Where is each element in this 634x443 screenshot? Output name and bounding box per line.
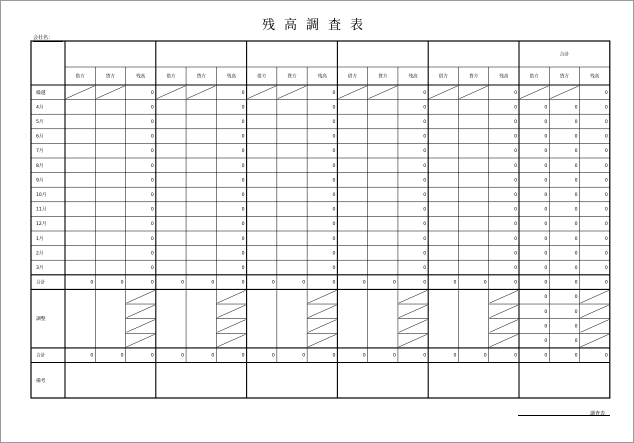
adjustment-slash — [217, 334, 245, 347]
balance-value: 0 — [514, 134, 517, 140]
sum-value: 0 — [241, 280, 245, 286]
total-debit-value: 0 — [544, 134, 548, 140]
adjustment-debit-value: 0 — [544, 339, 548, 345]
row-label-month: 8月 — [36, 163, 44, 169]
balance-value: 0 — [332, 236, 336, 242]
row-label-month: 10月 — [36, 193, 47, 198]
sum-value: 0 — [453, 353, 457, 359]
adjustment-slash — [308, 290, 336, 303]
row-label-month: 11月 — [36, 207, 47, 213]
balance-value: 0 — [150, 163, 154, 169]
subcolumn-header: 借方 — [257, 74, 267, 80]
sum-value: 0 — [362, 280, 366, 286]
balance-value: 0 — [332, 163, 336, 169]
total-debit-value: 0 — [544, 251, 548, 257]
adjustment-debit-value: 0 — [544, 309, 548, 315]
row-label-month: 7月 — [36, 149, 44, 155]
total-debit-value: 0 — [544, 236, 548, 242]
balance-value: 0 — [604, 193, 608, 198]
balance-value: 0 — [241, 149, 245, 155]
balance-value: 0 — [241, 178, 245, 184]
sum-value: 0 — [241, 353, 245, 359]
adjustment-debit-value: 0 — [544, 324, 548, 330]
balance-value: 0 — [604, 105, 608, 111]
sum-value: 0 — [604, 353, 608, 359]
balance-value: 0 — [514, 266, 517, 271]
sum-value: 0 — [90, 353, 94, 359]
total-credit-value: 0 — [574, 207, 578, 213]
table-border — [31, 41, 610, 398]
adjustment-slash — [490, 334, 518, 347]
balance-value: 0 — [423, 134, 427, 140]
balance-value: 0 — [150, 149, 154, 155]
carryover-slash — [66, 86, 94, 99]
carryover-slash — [157, 86, 185, 99]
adjustment-slash — [581, 334, 609, 347]
subcolumn-header: 貸方 — [378, 74, 388, 80]
balance-value: 0 — [241, 222, 245, 228]
carryover-slash — [369, 86, 397, 99]
balance-value: 0 — [514, 178, 517, 184]
adjustment-slash — [308, 320, 336, 333]
balance-value: 0 — [241, 120, 245, 125]
adjustment-slash — [127, 334, 155, 347]
carryover-slash — [429, 86, 457, 99]
balance-value: 0 — [150, 105, 154, 111]
subcolumn-header: 貸方 — [105, 74, 116, 80]
balance-value: 0 — [241, 163, 245, 169]
adjustment-slash — [581, 320, 609, 333]
balance-value: 0 — [604, 120, 608, 125]
total-credit-value: 0 — [574, 163, 578, 169]
total-debit-value: 0 — [544, 207, 548, 213]
row-label-month: 5月 — [36, 120, 44, 125]
row-label-month: 12月 — [36, 222, 47, 228]
balance-value: 0 — [423, 90, 427, 96]
balance-value: 0 — [604, 236, 608, 242]
subcolumn-header: 残高 — [317, 74, 327, 80]
subcolumn-header: 貸方 — [287, 74, 297, 80]
balance-value: 0 — [423, 193, 427, 198]
total-debit-value: 0 — [544, 266, 548, 271]
subcolumn-header: 残高 — [590, 74, 600, 80]
balance-value: 0 — [150, 236, 154, 242]
balance-value: 0 — [514, 90, 517, 96]
carryover-slash — [459, 86, 487, 99]
total-credit-value: 0 — [574, 149, 578, 155]
sum-value: 0 — [271, 353, 275, 359]
subcolumn-header: 借方 — [166, 74, 176, 80]
balance-value: 0 — [150, 207, 154, 213]
row-label-month: 2月 — [36, 251, 44, 257]
total-debit-value: 0 — [544, 178, 548, 184]
sum-value: 0 — [392, 280, 396, 286]
row-label-remarks: 備考 — [36, 379, 46, 384]
balance-value: 0 — [423, 163, 427, 169]
sum-value: 0 — [514, 280, 517, 286]
balance-value: 0 — [332, 251, 336, 257]
balance-value: 0 — [241, 207, 245, 213]
total-debit-value: 0 — [544, 193, 548, 198]
total-credit-value: 0 — [574, 178, 578, 184]
balance-value: 0 — [332, 90, 336, 96]
subcolumn-header: 借方 — [347, 74, 358, 80]
total-debit-value: 0 — [544, 222, 548, 228]
adjustment-credit-value: 0 — [574, 324, 578, 330]
balance-value: 0 — [604, 134, 608, 140]
column-group-label: 合計 — [559, 52, 570, 58]
adjustment-slash — [399, 334, 427, 347]
company-name-label: 会社名： — [33, 35, 54, 41]
balance-value: 0 — [514, 236, 517, 242]
balance-value: 0 — [604, 163, 608, 169]
balance-value: 0 — [332, 134, 336, 140]
subcolumn-header: 残高 — [499, 74, 509, 80]
balance-value: 0 — [604, 222, 608, 228]
total-credit-value: 0 — [574, 134, 578, 140]
balance-value: 0 — [150, 120, 154, 125]
balance-value: 0 — [514, 163, 517, 169]
balance-value: 0 — [514, 105, 517, 111]
adjustment-slash — [217, 290, 245, 303]
balance-value: 0 — [332, 222, 336, 228]
balance-value: 0 — [514, 149, 517, 155]
total-credit-value: 0 — [574, 251, 578, 257]
balance-value: 0 — [241, 105, 245, 111]
sum-value: 0 — [423, 353, 427, 359]
sum-value: 0 — [211, 280, 215, 286]
total-credit-value: 0 — [574, 193, 578, 198]
row-label-subtotal: 合計 — [36, 280, 46, 286]
balance-value: 0 — [241, 251, 245, 257]
sum-value: 0 — [271, 280, 275, 286]
subcolumn-header: 貸方 — [196, 74, 206, 80]
balance-value: 0 — [423, 207, 427, 213]
balance-value: 0 — [604, 207, 608, 213]
sum-value: 0 — [150, 280, 154, 286]
sum-value: 0 — [392, 353, 396, 359]
subcolumn-header: 残高 — [136, 74, 146, 80]
balance-value: 0 — [604, 251, 608, 257]
sum-value: 0 — [211, 353, 215, 359]
total-credit-value: 0 — [574, 236, 578, 242]
balance-value: 0 — [423, 149, 427, 155]
sum-value: 0 — [150, 353, 154, 359]
balance-value: 0 — [150, 134, 154, 140]
balance-value: 0 — [241, 90, 245, 96]
sum-value: 0 — [120, 353, 124, 359]
carryover-slash — [96, 86, 124, 99]
adjustment-slash — [490, 305, 518, 318]
adjustment-slash — [581, 290, 609, 303]
row-label-month: 4月 — [36, 105, 44, 111]
sum-value: 0 — [423, 280, 427, 286]
carryover-slash — [550, 86, 578, 99]
row-label-total: 合計 — [36, 353, 46, 359]
balance-value: 0 — [604, 149, 608, 155]
sum-value: 0 — [574, 353, 578, 359]
adjustment-slash — [399, 305, 427, 318]
total-credit-value: 0 — [574, 105, 578, 111]
subcolumn-header: 借方 — [438, 74, 448, 80]
subcolumn-header: 残高 — [408, 74, 418, 80]
balance-value: 0 — [150, 251, 154, 257]
adjustment-slash — [127, 290, 155, 303]
adjustment-credit-value: 0 — [574, 339, 578, 345]
subcolumn-header: 貸方 — [559, 74, 570, 80]
balance-value: 0 — [423, 251, 427, 257]
balance-value: 0 — [150, 266, 154, 271]
sum-value: 0 — [453, 280, 457, 286]
row-label-adjustment: 調整 — [36, 317, 46, 323]
balance-value: 0 — [150, 222, 154, 228]
footer-label: 調査表 — [590, 411, 606, 417]
balance-value: 0 — [423, 236, 427, 242]
sum-value: 0 — [332, 280, 336, 286]
adjustment-slash — [127, 305, 155, 318]
total-credit-value: 0 — [574, 266, 578, 271]
sum-value: 0 — [181, 353, 185, 359]
carryover-slash — [187, 86, 215, 99]
row-label-month: 9月 — [36, 178, 44, 184]
row-label-month: 3月 — [36, 266, 44, 271]
total-debit-value: 0 — [544, 120, 548, 125]
balance-value: 0 — [332, 207, 336, 213]
subcolumn-header: 借方 — [75, 74, 85, 80]
adjustment-debit-value: 0 — [544, 295, 548, 301]
sum-value: 0 — [483, 353, 487, 359]
subcolumn-header: 残高 — [226, 74, 237, 80]
row-label-month: 6月 — [36, 134, 44, 140]
balance-value: 0 — [423, 222, 427, 228]
balance-value: 0 — [423, 105, 427, 111]
balance-value: 0 — [332, 105, 336, 111]
total-debit-value: 0 — [544, 105, 548, 111]
adjustment-slash — [217, 320, 245, 333]
sum-value: 0 — [544, 280, 548, 286]
adjustment-slash — [127, 320, 155, 333]
balance-value: 0 — [150, 193, 154, 198]
adjustment-slash — [399, 290, 427, 303]
sum-value: 0 — [362, 353, 366, 359]
adjustment-slash — [308, 334, 336, 347]
balance-value: 0 — [150, 90, 154, 96]
total-debit-value: 0 — [544, 163, 548, 169]
adjustment-credit-value: 0 — [574, 309, 578, 315]
sum-value: 0 — [483, 280, 487, 286]
balance-value: 0 — [514, 222, 517, 228]
balance-value: 0 — [241, 266, 245, 271]
balance-value: 0 — [241, 134, 245, 140]
sum-value: 0 — [604, 280, 608, 286]
carryover-slash — [520, 86, 548, 99]
total-credit-value: 0 — [574, 120, 578, 125]
subcolumn-header: 貸方 — [468, 74, 479, 80]
adjustment-slash — [581, 305, 609, 318]
balance-value: 0 — [150, 178, 154, 184]
carryover-slash — [278, 86, 306, 99]
total-debit-value: 0 — [544, 149, 548, 155]
carryover-slash — [338, 86, 366, 99]
balance-value: 0 — [514, 193, 517, 198]
balance-value: 0 — [604, 266, 608, 271]
page-title: 残高調査表 — [261, 18, 372, 33]
balance-value: 0 — [332, 266, 336, 271]
subcolumn-header: 借方 — [529, 74, 539, 80]
balance-value: 0 — [514, 207, 517, 213]
balance-value: 0 — [241, 193, 245, 198]
adjustment-slash — [490, 320, 518, 333]
adjustment-slash — [217, 305, 245, 318]
balance-value: 0 — [423, 178, 427, 184]
adjustment-slash — [490, 290, 518, 303]
balance-value: 0 — [604, 178, 608, 184]
balance-value: 0 — [332, 149, 336, 155]
total-credit-value: 0 — [574, 222, 578, 228]
adjustment-slash — [308, 305, 336, 318]
sum-value: 0 — [332, 353, 336, 359]
sum-value: 0 — [90, 280, 94, 286]
balance-value: 0 — [423, 120, 427, 125]
adjustment-credit-value: 0 — [574, 295, 578, 301]
sum-value: 0 — [574, 280, 578, 286]
sum-value: 0 — [514, 353, 517, 359]
adjustment-slash — [399, 320, 427, 333]
balance-value: 0 — [514, 251, 517, 257]
balance-value: 0 — [241, 236, 245, 242]
balance-value: 0 — [332, 178, 336, 184]
carryover-slash — [248, 86, 276, 99]
sum-value: 0 — [544, 353, 548, 359]
row-label-carryover: 繰越 — [36, 90, 46, 96]
balance-value: 0 — [332, 120, 336, 125]
row-label-month: 1月 — [36, 236, 44, 242]
balance-value: 0 — [604, 90, 608, 96]
sum-value: 0 — [302, 353, 306, 359]
sum-value: 0 — [181, 280, 185, 286]
balance-value: 0 — [332, 193, 336, 198]
sum-value: 0 — [302, 280, 306, 286]
balance-value: 0 — [423, 266, 427, 271]
sum-value: 0 — [120, 280, 124, 286]
balance-value: 0 — [514, 120, 517, 125]
